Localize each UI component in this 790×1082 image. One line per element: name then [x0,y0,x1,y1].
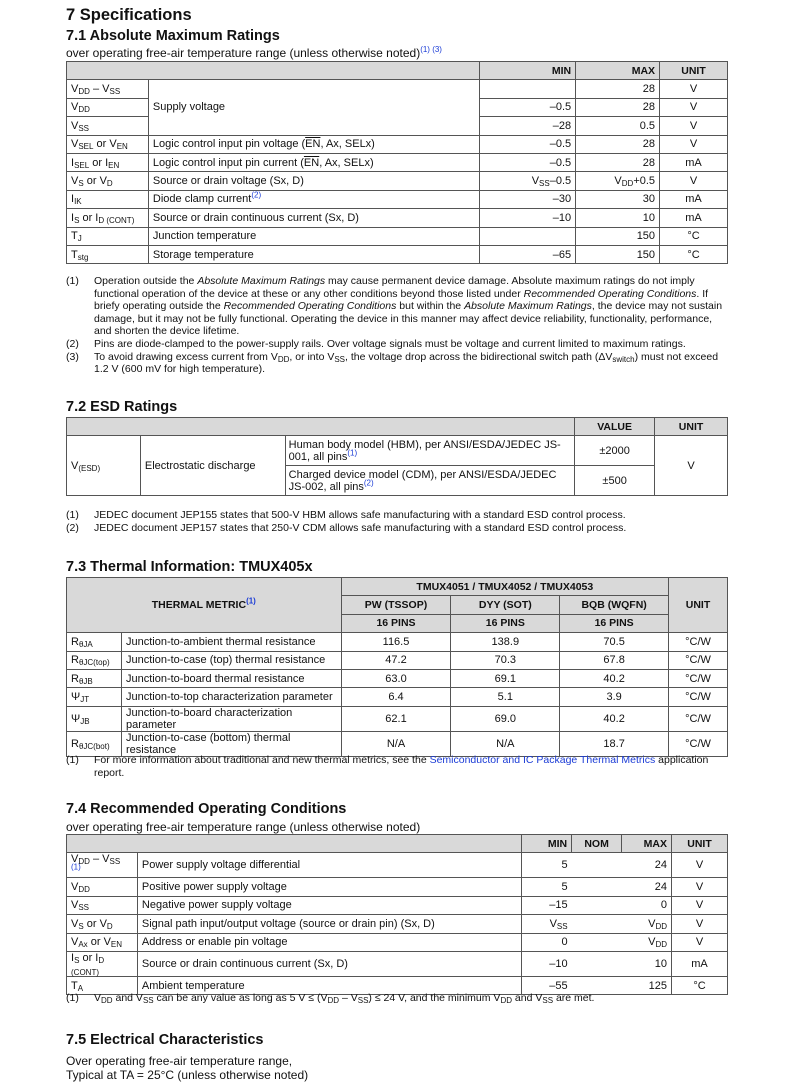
table-row: $R_{\theta JB}$ Junction-to-board thermal resistance 63.0 69.1 40.2 °C/W [67,669,728,687]
symbol: $T_A$ [67,976,138,994]
symbol: $V_S$ or $V_D$ [67,172,149,190]
parameter: Diode clamp current$^{(2)}$ [148,190,479,208]
symbol: $R_{\theta JC(bot)}$ [67,731,122,756]
table-row: $V_{SS}$ –28 0.5 V [67,117,728,135]
footnote-ref[interactable]: (1) [347,448,358,458]
section-title: 7 Specifications [66,6,192,24]
esd-ratings-table [66,417,728,496]
table-row: $R_{\theta JC(top)}$ Junction-to-case (top) thermal resistance 47.2 70.3 67.8 °C/W [67,651,728,669]
table-header-row: PW (TSSOP) DYY (SOT) BQB (WQFN) [67,596,728,614]
parameter: Logic control input pin current ($\overline{EN}$, Ax, SELx) [148,153,479,171]
s71-subtitle-refs[interactable]: (1) (3) [420,45,442,54]
table-row: $V_{DD}$ Positive power supply voltage 5 24 V [67,878,728,896]
parameter: Electrostatic discharge [140,436,285,496]
table-row: $V_{Ax}$ or $V_{EN}$ Address or enable pin voltage 0 $V_{DD}$ V [67,933,728,951]
table-row: $I_{IK}$ Diode clamp current$^{(2)}$ –30 30 mA [67,190,728,208]
table-row: $V_{(ESD)}$ Electrostatic discharge Human body model (HBM), per ANSI/ESDA/JEDEC JS-001, all pins$^{(1)}$ ±2000 V [67,436,728,466]
footnote: (2) JEDEC document JEP157 states that 250-V CDM allows safe manufacturing with a standard ESD control process. [66,521,627,534]
symbol: $V_{(ESD)}$ [67,436,141,496]
table-row: $V_{DD} - V_{SS}$ $^{(1)}$ Power supply voltage differential 5 24 V [67,853,728,878]
s71-title: 7.1 Absolute Maximum Ratings [66,28,280,44]
symbol: $T_{stg}$ [67,245,149,263]
table-header-row: 16 PINS 16 PINS 16 PINS [67,614,728,632]
abs-max-ratings-table [66,61,728,264]
footnote: (1) Operation outside the Absolute Maximum Ratings may cause permanent device damage. Absolute maximum ratings do not imply functional operation of the device at these or any other conditions beyond those listed under Recommended Operating Conditions. If briefy operating outside the Recommended Operating Conditions but within the Absolute Maximum Ratings, the device may not sustain damage, but it may not be fully functional. Operating the device in this manner may affect device reliability, functionality, performance, and shorten the device lifetime. [66,275,723,338]
symbol: $V_{DD} - V_{SS}$ [67,80,149,98]
symbol: $\Psi_{JB}$ [67,706,122,731]
footnote: (1) JEDEC document JEP155 states that 500-V HBM allows safe manufacturing with a standard ESD control process. [66,509,626,521]
s74-footnotes [66,992,728,1005]
table-row: $R_{\theta JA}$ Junction-to-ambient thermal resistance 116.5 138.9 70.5 °C/W [67,633,728,651]
symbol: $V_{SEL}$ or $V_{EN}$ [67,135,149,153]
table-row: Charged device model (CDM), per ANSI/ESDA/JEDEC JS-002, all pins$^{(2)}$ ±500 [67,466,728,496]
symbol: $I_S$ or $I_{D (CONT)}$ [67,209,149,227]
parameter: Source or drain continuous current (Sx, D) [148,209,479,227]
footnote: (1) $V_{DD}$ and $V_{SS}$ can be any value as long as 5 $V \le (V_{DD} - V_{SS}) \le 24$ V, and the minimum $V_{DD}$ and $V_{SS}$ are met. [66,992,595,1005]
table-row: $\Psi_{JB}$ Junction-to-board characterization parameter 62.1 69.0 40.2 °C/W [67,706,728,731]
s75-subtitle: Over operating free-air temperature range, [66,1054,293,1068]
symbol: $V_{DD}$ [67,878,138,896]
condition: Charged device model (CDM), per ANSI/ESDA/JEDEC JS-002, all pins$^{(2)}$ [285,466,575,496]
footnote-ref[interactable]: (2) [251,190,262,200]
s73-footnotes [66,754,728,779]
condition: Human body model (HBM), per ANSI/ESDA/JEDEC JS-001, all pins$^{(1)}$ [285,436,575,466]
table-row: $V_S$ or $V_D$ Source or drain voltage (Sx, D) $V_{SS}-0.5$ $V_{DD}+0.5$ V [67,172,728,190]
thermal-info-table [66,577,728,757]
symbol: $V_{Ax}$ or $V_{EN}$ [67,933,138,951]
symbol: $V_{SS}$ [67,117,149,135]
table-row: $V_{DD} - V_{SS}$ Supply voltage 28 V [67,80,728,98]
parameter: Supply voltage [148,80,479,135]
footnote-ref[interactable]: (1) [246,596,256,606]
table-header-row: MIN NOM MAX UNIT [67,835,728,853]
symbol: $I_S$ or $I_{D (CONT)}$ [67,951,138,976]
parameter: Logic control input pin voltage ($\overline{EN}$, Ax, SELx) [148,135,479,153]
thermal-metrics-link[interactable]: Semiconductor and IC Package Thermal Metrics [429,754,656,766]
table-row: $V_{SEL}$ or $V_{EN}$ Logic control input pin voltage ($\overline{EN}$, Ax, SELx) –0.5 28 V [67,135,728,153]
s74-title: 7.4 Recommended Operating Conditions [66,801,347,817]
table-row: $T_J$ Junction temperature 150 °C [67,227,728,245]
symbol: $R_{\theta JB}$ [67,669,122,687]
table-row: $V_S$ or $V_D$ Signal path input/output voltage (source or drain pin) (Sx, D) $V_{SS}$ $V_{DD}$ V [67,915,728,933]
table-row: $V_{DD}$ –0.5 28 V [67,98,728,116]
table-header-row: VALUE UNIT [67,418,728,436]
symbol: $V_{SS}$ [67,896,138,914]
rec-operating-conditions-table [66,834,728,995]
s72-title: 7.2 ESD Ratings [66,399,178,415]
symbol: $I_{SEL}$ or $I_{EN}$ [67,153,149,171]
footnote: (3) To avoid drawing excess current from $V_{DD}$, or into $V_{SS}$, the voltage drop across the bidirectional switch path $(\Delta V_{switch})$ must not exceed 1.2 V (600 mV for high temperature). [66,350,719,376]
symbol: $I_{IK}$ [67,190,149,208]
s71-footnotes [66,275,728,376]
symbol: $R_{\theta JC(top)}$ [67,651,122,669]
s74-subtitle: over operating free-air temperature range (unless otherwise noted) [66,820,421,834]
symbol: $T_J$ [67,227,149,245]
parameter: Source or drain voltage (Sx, D) [148,172,479,190]
symbol: $\Psi_{JT}$ [67,688,122,706]
s71-subtitle: over operating free-air temperature range (unless otherwise noted)$^{(1) (3)}$ [66,45,442,60]
table-row: $\Psi_{JT}$ Junction-to-top characterization parameter 6.4 5.1 3.9 °C/W [67,688,728,706]
table-row: $I_S$ or $I_{D (CONT)}$ Source or drain continuous current (Sx, D) –10 10 mA [67,209,728,227]
table-row: $R_{\theta JC(bot)}$ Junction-to-case (bottom) thermal resistance N/A N/A 18.7 °C/W [67,731,728,756]
s75-subtitle-2: Typical at TA = 25°C (unless otherwise noted) [66,1068,309,1082]
parameter: Junction temperature [148,227,479,245]
table-header-row: MIN MAX UNIT [67,62,728,80]
footnote: (2) Pins are diode-clamped to the power-supply rails. Over voltage signals must be voltage and current limited to maximum ratings. [66,337,686,350]
symbol: $V_{DD} - V_{SS}$ $^{(1)}$ [67,853,138,878]
s75-title: 7.5 Electrical Characteristics [66,1032,264,1048]
footnote-ref[interactable]: (1) [71,862,81,872]
symbol: $V_S$ or $V_D$ [67,915,138,933]
parameter: Storage temperature [148,245,479,263]
table-row: $T_A$ Ambient temperature –55 125 °C [67,976,728,994]
table-row: $T_{stg}$ Storage temperature –65 150 °C [67,245,728,263]
footnote-ref[interactable]: (2) [363,478,374,488]
table-header-row: THERMAL METRIC$^{(1)}$ TMUX4051 / TMUX4052 / TMUX4053 UNIT [67,578,728,596]
footnote: (1) For more information about traditional and new thermal metrics, see the Semiconductor and IC Package Thermal Metrics application report. [66,754,709,779]
symbol: $V_{DD}$ [67,98,149,116]
table-row: $I_{SEL}$ or $I_{EN}$ Logic control input pin current ($\overline{EN}$, Ax, SELx) –0.5 28 mA [67,153,728,171]
s73-title: 7.3 Thermal Information: TMUX405x [66,559,313,575]
table-row: $V_{SS}$ Negative power supply voltage –15 0 V [67,896,728,914]
symbol: $R_{\theta JA}$ [67,633,122,651]
table-row: $I_S$ or $I_{D (CONT)}$ Source or drain continuous current (Sx, D) –10 10 mA [67,951,728,976]
s72-footnotes [66,509,728,534]
